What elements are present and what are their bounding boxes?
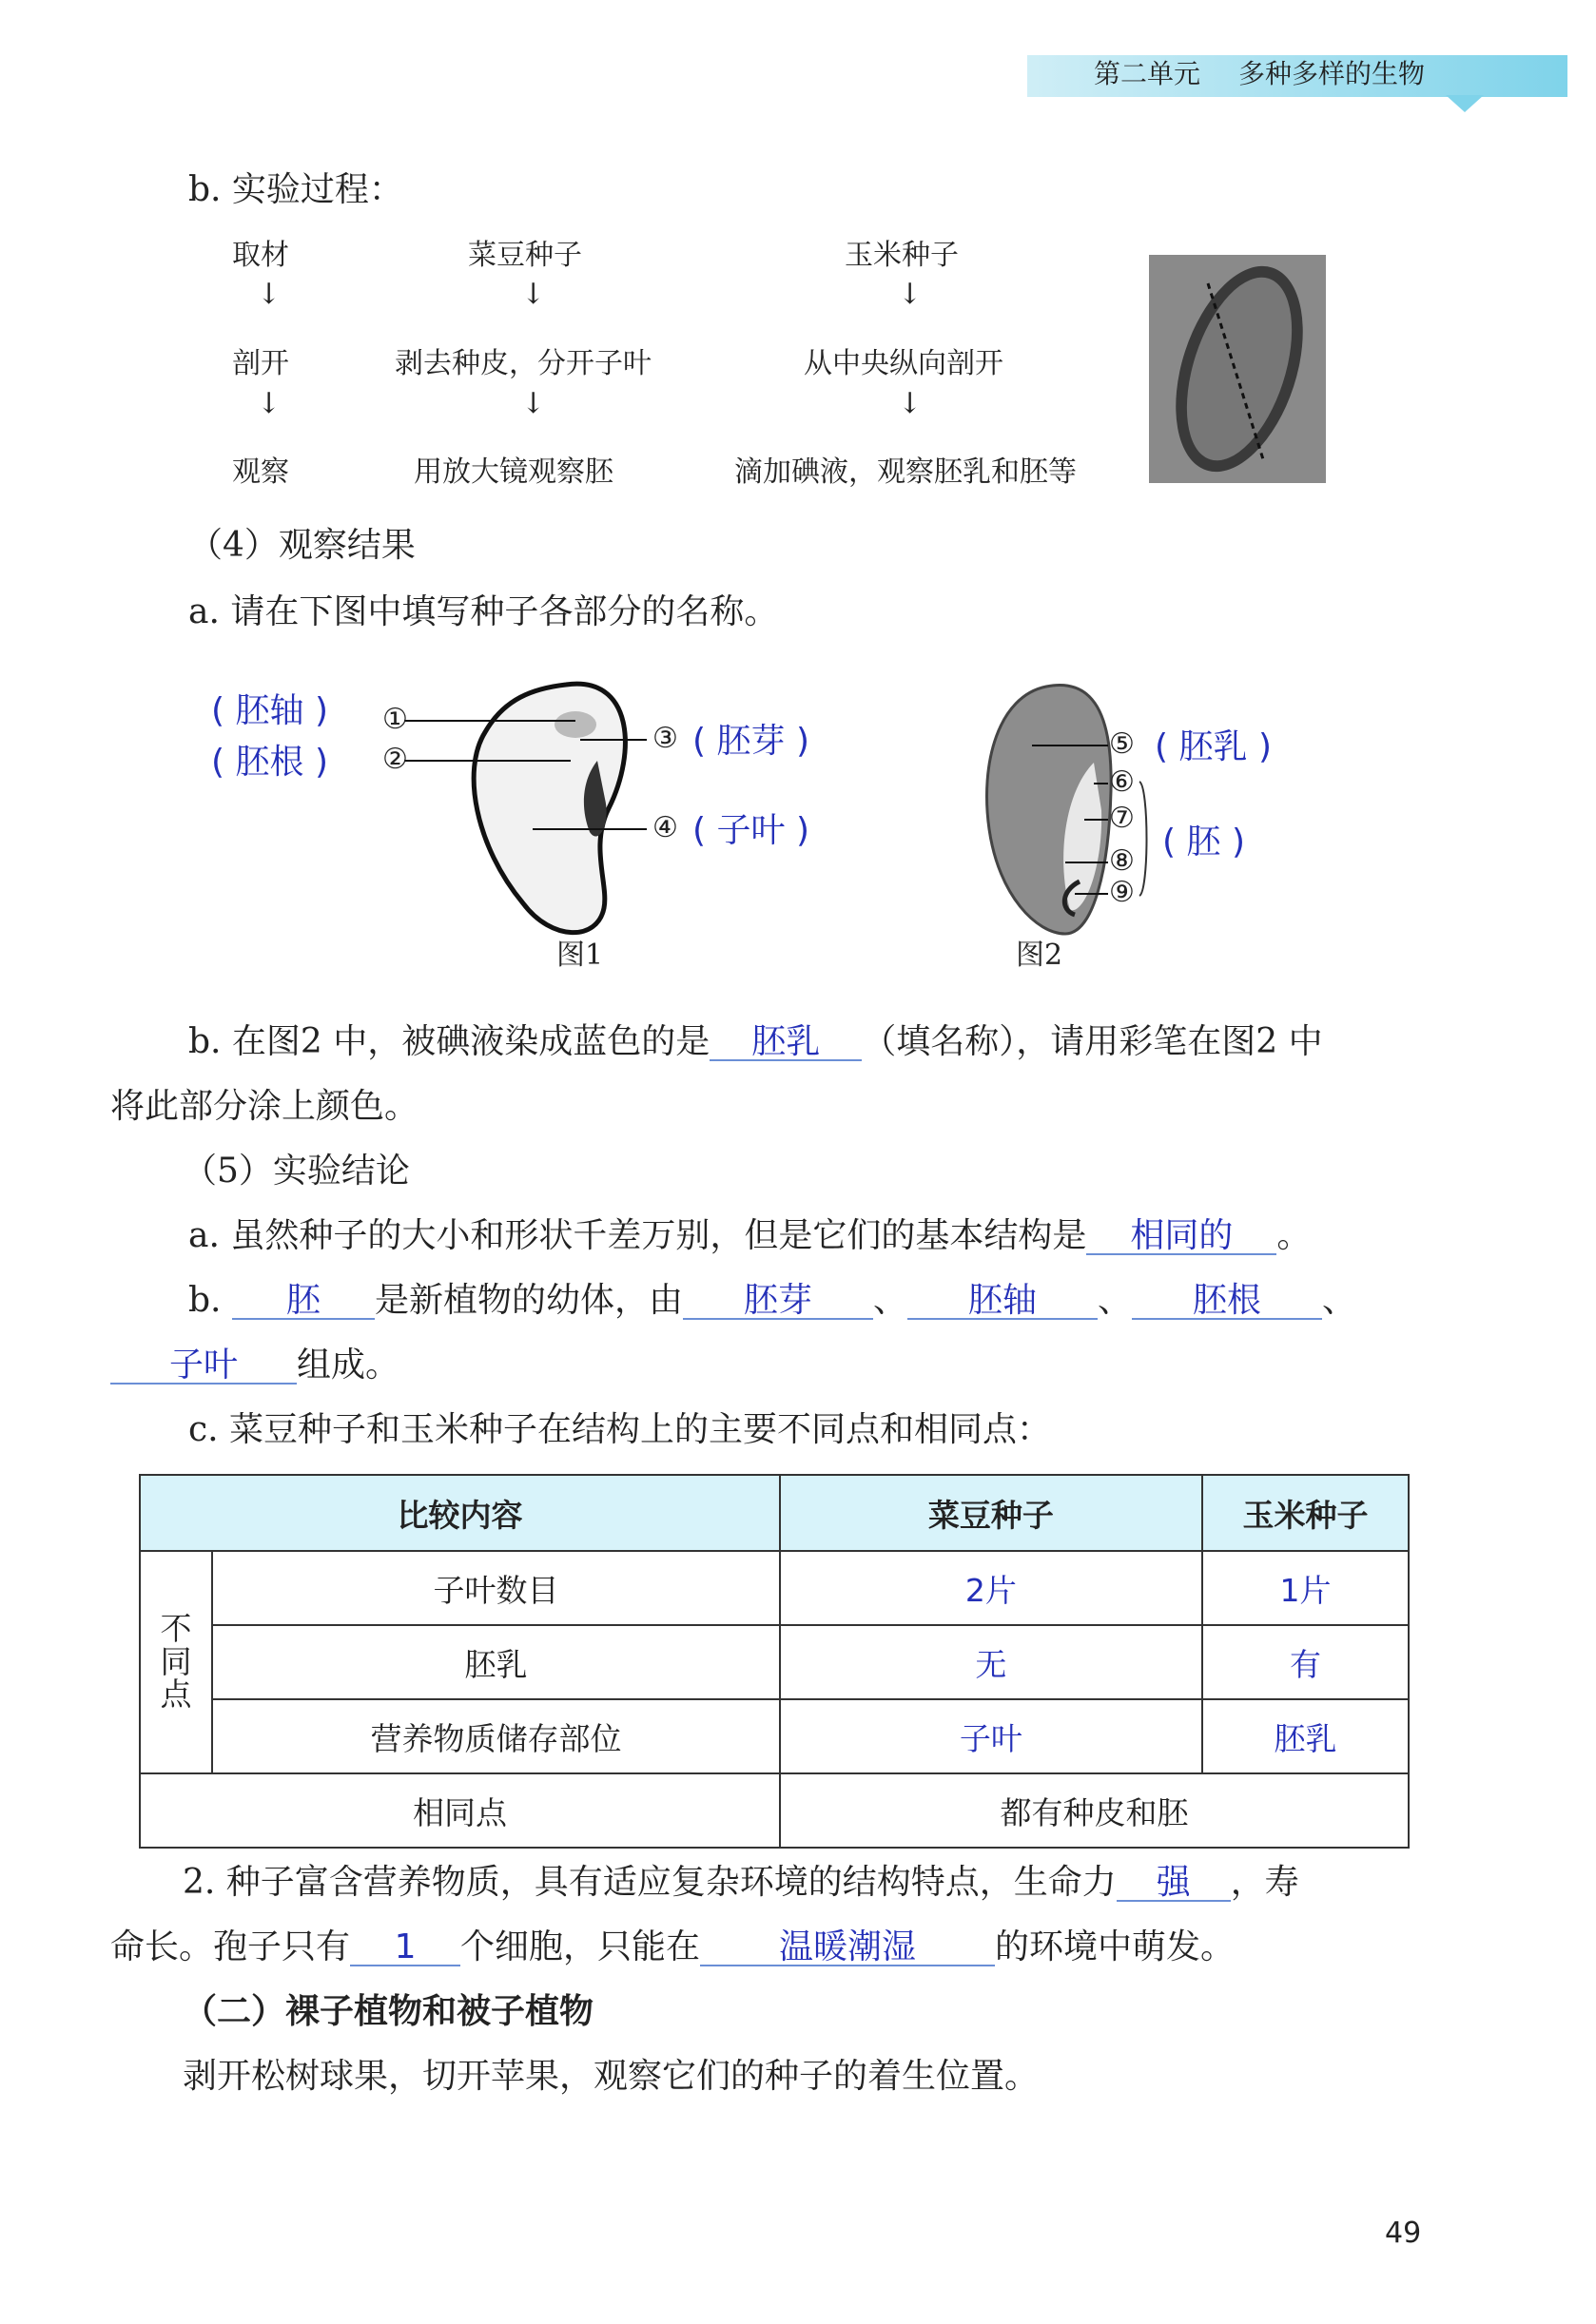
- blank-cell-count[interactable]: 1: [350, 1930, 460, 1966]
- marker-5: ⑤: [1109, 727, 1135, 761]
- row-corn-value: 1片: [1202, 1551, 1409, 1625]
- row-bean-value: 子叶: [780, 1699, 1202, 1773]
- table-header-row: [140, 1475, 1409, 1551]
- corn-step-1: 玉米种子: [845, 239, 959, 272]
- marker-3: ③: [652, 722, 678, 755]
- row-item: 子叶数目: [212, 1551, 780, 1625]
- answer-cotyledon: ( 子叶 ): [692, 811, 810, 850]
- answer-embryo: ( 胚 ): [1162, 823, 1246, 862]
- header-bean: 菜豆种子: [780, 1475, 1202, 1551]
- conclusion-b-line-2: 子叶 组成。: [110, 1348, 399, 1385]
- row-corn-value: 胚乳: [1202, 1699, 1409, 1773]
- table-row: [140, 1699, 1409, 1773]
- q2-line-2: 命长。孢子只有 1 个细胞，只能在 温暖潮湿 的环境中萌发。: [110, 1927, 1236, 1966]
- bean-step-1: 菜豆种子: [468, 239, 582, 272]
- marker-1: ①: [382, 703, 408, 736]
- arrow-down-icon: ↓: [521, 278, 546, 311]
- row-corn-value: 有: [1202, 1625, 1409, 1699]
- blank-vitality[interactable]: 强: [1117, 1866, 1231, 1902]
- answer-endosperm: ( 胚乳 ): [1155, 727, 1273, 766]
- corn-grain-photo: [1149, 255, 1326, 483]
- group-label-differences: 不同点: [140, 1551, 212, 1773]
- arrow-down-icon: ↓: [898, 387, 923, 420]
- conclusion-a: a. 虽然种子的大小和形状千差万别，但是它们的基本结构是 相同的 。: [188, 1216, 1312, 1255]
- blank-plumule[interactable]: 胚芽: [683, 1284, 873, 1320]
- table-row: [140, 1551, 1409, 1625]
- marker-2: ②: [382, 743, 408, 776]
- step-material: 取材: [232, 239, 289, 272]
- results-b-line-2: 将此部分涂上颜色。: [110, 1087, 419, 1126]
- arrow-down-icon: ↓: [521, 387, 546, 420]
- blank-radicle[interactable]: 胚根: [1132, 1284, 1322, 1320]
- marker-4: ④: [652, 811, 678, 844]
- step-cut: 剖开: [232, 347, 289, 380]
- process-heading: b. 实验过程：: [188, 170, 403, 209]
- section-2-heading: （二）裸子植物和被子植物: [183, 1992, 594, 2031]
- arrow-down-icon: ↓: [257, 387, 282, 420]
- conclusion-heading: （5）实验结论: [183, 1152, 410, 1191]
- marker-6: ⑥: [1109, 765, 1135, 799]
- answer-radicle: ( 胚根 ): [211, 743, 329, 782]
- blank-environment[interactable]: 温暖潮湿: [700, 1930, 995, 1966]
- header-corn: 玉米种子: [1202, 1475, 1409, 1551]
- table-row: [140, 1625, 1409, 1699]
- header-title: 多种多样的生物: [1238, 58, 1426, 89]
- marker-7: ⑦: [1109, 802, 1135, 835]
- marker-9: ⑨: [1109, 876, 1135, 909]
- bean-step-3: 用放大镜观察胚: [414, 455, 613, 489]
- bean-step-2: 剥去种皮，分开子叶: [395, 347, 652, 380]
- same-value: 都有种皮和胚: [780, 1773, 1409, 1848]
- q2-line-1: 2. 种子富含营养物质，具有适应复杂环境的结构特点，生命力 强 ，寿: [183, 1863, 1299, 1902]
- figure-2-caption: 图2: [1016, 939, 1063, 972]
- header-unit: 第二单元: [1094, 58, 1201, 89]
- corn-grain-image: [1149, 255, 1326, 483]
- blank-hypocotyl[interactable]: 胚轴: [907, 1284, 1098, 1320]
- page-number: 49: [1385, 2217, 1422, 2250]
- blank-embryo[interactable]: 胚: [232, 1284, 375, 1320]
- blank-cotyledon[interactable]: 子叶: [110, 1348, 297, 1385]
- header-tip-decoration: [1446, 95, 1484, 112]
- bean-seed-diagram: [361, 666, 675, 951]
- figure-1-caption: 图1: [556, 939, 604, 972]
- comparison-table: [139, 1474, 1410, 1849]
- table-row: [140, 1773, 1409, 1848]
- row-bean-value: 2片: [780, 1551, 1202, 1625]
- conclusion-b: b. 胚 是新植物的幼体，由 胚芽 、 胚轴 、 胚根 、: [188, 1281, 1357, 1320]
- answer-plumule: ( 胚芽 ): [692, 722, 810, 761]
- same-label: 相同点: [140, 1773, 780, 1848]
- answer-hypocotyl: ( 胚轴 ): [211, 691, 329, 730]
- results-heading: （4）观察结果: [188, 526, 416, 565]
- arrow-down-icon: ↓: [257, 278, 282, 311]
- corn-step-3: 滴加碘液，观察胚乳和胚等: [734, 455, 1077, 489]
- row-item: 营养物质储存部位: [212, 1699, 780, 1773]
- row-item: 胚乳: [212, 1625, 780, 1699]
- blank-blue-part[interactable]: 胚乳: [710, 1025, 862, 1061]
- blank-same-structure[interactable]: 相同的: [1086, 1219, 1276, 1255]
- arrow-down-icon: ↓: [898, 278, 923, 311]
- marker-8: ⑧: [1109, 844, 1135, 878]
- results-instruction: a. 请在下图中填写种子各部分的名称。: [188, 592, 779, 631]
- row-bean-value: 无: [780, 1625, 1202, 1699]
- step-observe: 观察: [232, 455, 289, 489]
- corn-step-2: 从中央纵向剖开: [804, 347, 1003, 380]
- header-compare: 比较内容: [140, 1475, 780, 1551]
- results-b-line: b. 在图2 中，被碘液染成蓝色的是 胚乳 （填名称），请用彩笔在图2 中: [188, 1022, 1323, 1061]
- conclusion-c: c. 菜豆种子和玉米种子在结构上的主要不同点和相同点：: [188, 1410, 1052, 1449]
- section-2-text: 剥开松树球果，切开苹果，观察它们的种子的着生位置。: [183, 2057, 1040, 2096]
